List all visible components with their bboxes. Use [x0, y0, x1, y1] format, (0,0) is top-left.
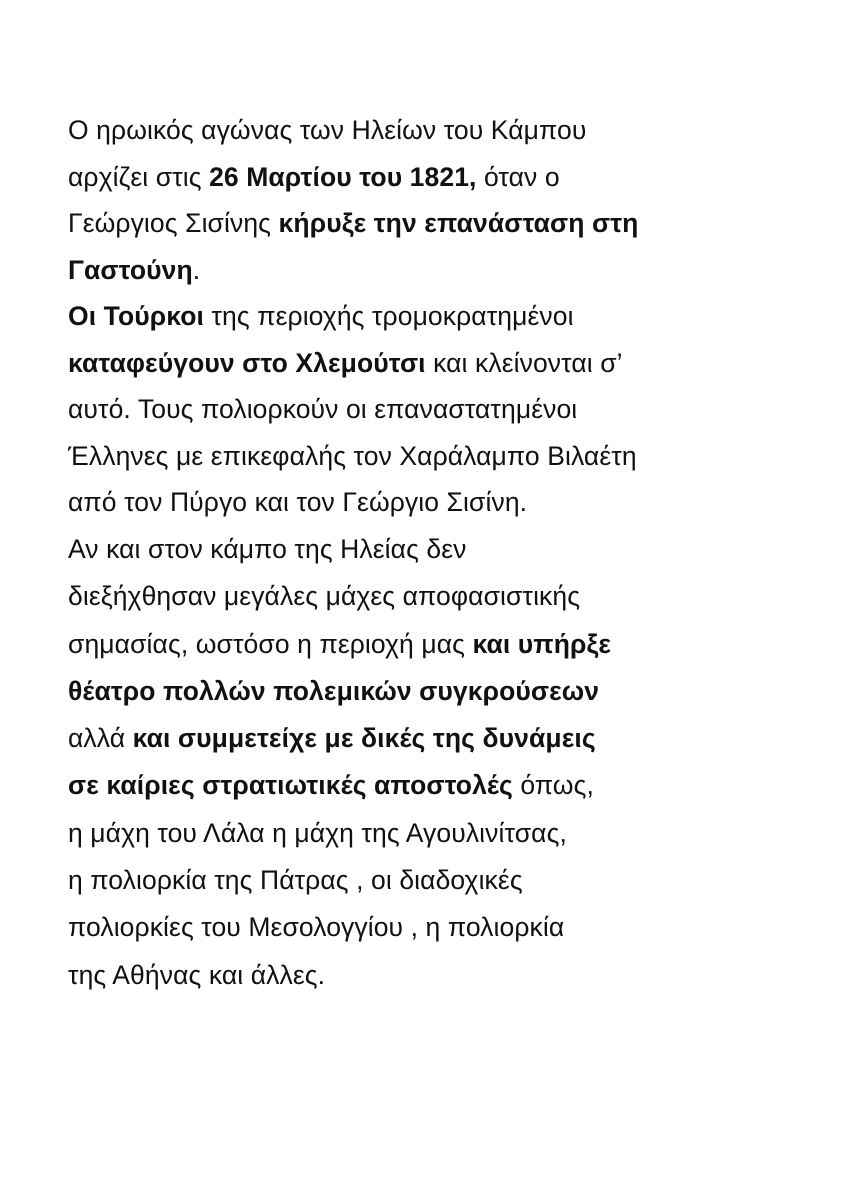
text-run: . [192, 254, 201, 285]
text-line [68, 107, 828, 154]
text-run-bold: θέατρο πολλών πολεμικών συγκρούσεων [68, 675, 600, 706]
text-line [68, 247, 828, 294]
text-run: αρχίζει στις [68, 161, 210, 192]
text-run: η μάχη του Λάλα η μάχη της Αγουλινίτσας, [68, 817, 567, 848]
text-line [68, 621, 828, 668]
text-run-bold: 26 Μαρτίου του 1821, [209, 161, 477, 192]
text-run: της Αθήνας και άλλες. [68, 959, 326, 990]
text-line [68, 433, 828, 480]
text-run-bold: καταφεύγουν στο Χλεμούτσι [68, 347, 426, 378]
text-line [68, 904, 828, 951]
text-run: Γεώργιος Σισίνης [68, 208, 279, 238]
paragraph-revolution-start [68, 107, 828, 526]
text-run: η πολιορκία της Πάτρας , οι διαδοχικές [68, 865, 523, 896]
text-run: αυτό. Τους πολιορκούν οι επαναστατημένοι [68, 394, 578, 424]
text-run: Αν και στον κάμπο της Ηλείας δεν [68, 534, 467, 564]
text-run: Έλληνες με επικεφαλής τον Χαράλαμπο Βιλαέτη [68, 440, 637, 471]
text-run: όπως, [512, 770, 594, 801]
text-run: αλλά [68, 723, 133, 754]
text-line [68, 293, 828, 340]
text-line [68, 200, 828, 247]
text-line [68, 479, 828, 526]
text-run: από τον Πύργο και τον Γεώργιο Σισίνη. [68, 487, 528, 517]
text-line [68, 154, 828, 201]
text-run-bold: και συμμετείχε με δικές της δυνάμεις [132, 723, 596, 754]
text-line [68, 668, 828, 715]
text-run: όταν ο [476, 161, 560, 192]
text-run: σημασίας, ωστόσο η περιοχή μας [68, 628, 473, 659]
text-line [68, 952, 828, 999]
text-run-bold: κήρυξε την επανάσταση στη [278, 208, 639, 238]
text-line [68, 340, 828, 387]
text-line [68, 386, 828, 433]
text-line [68, 810, 828, 857]
text-run: διεξήχθησαν μεγάλες μάχες αποφασιστικής [68, 581, 581, 612]
text-run-bold: σε καίριες στρατιωτικές αποστολές [68, 770, 513, 801]
text-line [68, 526, 828, 573]
text-run-bold: και υπήρξε [472, 628, 612, 659]
text-line [68, 715, 828, 762]
text-run-bold: Γαστούνη [68, 254, 193, 285]
text-line [68, 857, 828, 904]
paragraph-battles [68, 526, 828, 999]
text-line [68, 762, 828, 809]
text-run-bold: Οι Τούρκοι [68, 301, 205, 331]
text-line [68, 573, 828, 620]
text-run: της περιοχής τρομοκρατημένοι [204, 301, 574, 331]
text-run: πολιορκίες του Μεσολογγίου , η πολιορκία [68, 912, 565, 943]
text-run: Ο ηρωικός αγώνας των Ηλείων του Κάμπου [68, 115, 587, 145]
text-run: και κλείνονται σ’ [425, 347, 623, 378]
